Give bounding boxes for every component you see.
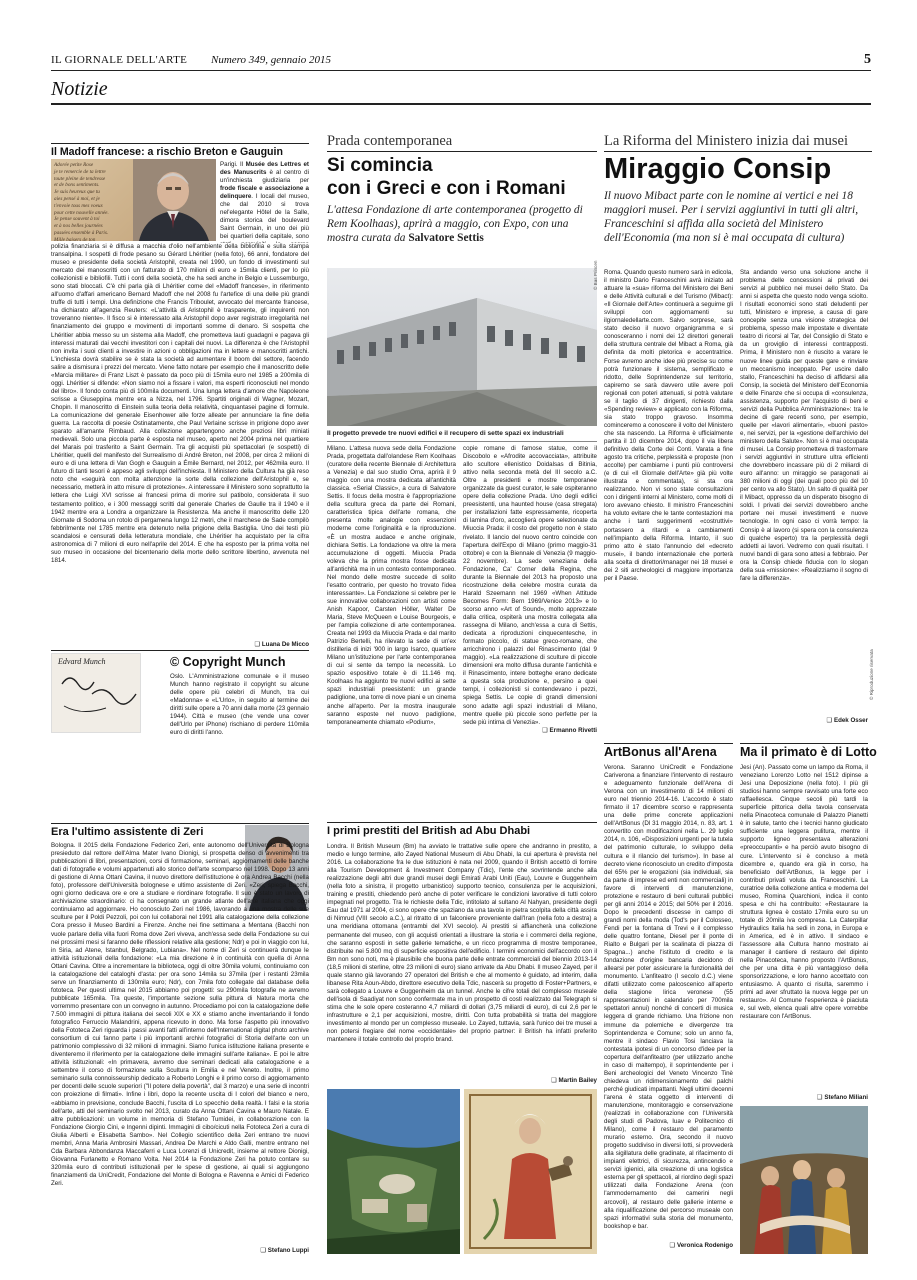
- lheritier-photo: [133, 159, 216, 241]
- section-title: Notizie: [51, 78, 108, 100]
- letter-line: toute pleine de tendresse: [54, 175, 106, 182]
- masthead: [51, 54, 871, 70]
- lotto-top-rule: [740, 743, 868, 744]
- madoff-bottom-rule: [51, 650, 309, 651]
- prada-kicker: Prada contemporanea: [327, 133, 453, 149]
- artbonus-top-rule: [604, 743, 733, 744]
- building-illustration: [327, 268, 597, 426]
- consip-col1: Roma. Quando questo numero sarà in edicola, il ministro Dario Franceschini avrà iniziato ad attuare la «sua» riforma del Ministero dei Beni e delle Attività culturali e del Turismo (Mibact): «Il Giornale dell'Arte» continuerà a seguirne gli sviluppi con aggiornamenti su ilgiornaledellarte.com. Salvo sorprese, sarà stato deciso il nuovo organigramma e si conosceranno i nomi dei 12 direttori generali della struttura centrale del Mibact a Roma, già definita da molti pletorica e accentratrice. Forse avremo anche idee più precise su come potrà funzionare il sistema, semplificato e ridotto, delle Soprintendenze sul territorio, capiremo se sarà davvero utile avere poli regionali con poteri attenuati, si potrà valutare se il taglio di 37 dirigenti, richiesto dalla «Spending review» e applicato con la Riforma, sia stato troppo gravoso. Insomma cominceremo a conoscere il volto del Ministero che sta nascendo. La Riforma è ufficialmente partita il 10 dicembre 2014, dopo il via libera definitivo della Corte dei Conti. Varata a fine agosto tra critiche, perplessità e proposte (non accolte) per cambiarne i punti più controversi (e di cui «Il Giornale dell'Arte» già più volte illustrata e commentata), si sta ora realizzando. Non vi sono state consultazioni con i dirigenti interni al Ministero, come molti di loro avevano chiesto. Il ministro Franceschini ha voluto evitare che le tante contestazioni ma anche i tanti suggerimenti «costruttivi» portassero a ritardi e a cambiamenti nell'impianto della Riforma. Intanto, il suo primo atto è stato l'annuncio del «decreto musei», il bando internazionale che porterà alla scelta di direttori/manager nei 18 musei e dei 2 siti archeologici di maggiore importanza per il Paese.: [604, 269, 733, 582]
- lotto-author: ❑ Stefano Miliani: [817, 1094, 868, 1101]
- consip-deck: Il nuovo Mibact parte con le nomine ai vertici e nei 18 maggiori musei. Per i servizi aggiuntivi in tutti gli altri, Franceschini si affida alla società del Ministero dell'Economia (ma non si è mai occupata di cultura): [604, 190, 859, 244]
- gauguin-letter-image: [51, 159, 133, 241]
- british-top-rule: [327, 822, 597, 823]
- prada-col1: Milano. L'attesa nuova sede della Fondazione Prada, progettata dall'olandese Rem Koolhaas (curatore della recente Biennale di Architettura a Venezia) e dal suo studio Oma, aprirà il 9 maggio con una mostra dedicata all'antichità classica. «Serial Classic», a cura di Salvatore Settis. Il focus della mostra è l'appropriazione della scultura greca da parte dei Romani, caratteristica tipica dell'arte romana, che presenta molte analogie con essenzioni moderne come l'originalità e la riproduzione. «È un mostra audace e anche originale, dichiara Settis. La fondazione va oltre la mera accumulazione di oggetti. Miuccia Prada voleva che la prima mostra fosse dedicata all'antichità ma in un contesto contemporaneo. Nel mondo delle mostre succede di solito l'esatto contrario, per questo ho trovato l'idea interessante». La Fondazione si celebre per le sue innovative collaborazioni con artisti come Anish Kapoor, Carsten Höller, Walter De Maria, Steve McQueen e Louise Bourgeois, e per l'ampia collezione di arte contemporanea. Creata nel 1993 da Miuccia Prada e dal marito Patrizio Bertelli, ha rilevato la sede di un'ex distilleria di inizi '900 in largo Isarco, quartiere Milano un'istituzione per l'arte contemporanea di cui si sente da tempo la necessità. Lo spazio espositivo totale è di 11.146 mq. Koolhaas ha aggiunto tre nuovi edifici ai sette spazi industriali preesistenti: un grande padiglione, una torre di nove piani e un cinema anche all'aperto. Per la mostra inaugurale saranno esposte nel nuovo padiglione, temporaneamente chiamato «Podium»,: [327, 445, 456, 726]
- letter-line: Adorée petite Rose: [54, 162, 94, 168]
- letter-line: et de bons sentiments.: [54, 182, 100, 189]
- page-number: 5: [864, 52, 871, 67]
- letter-line: Je pense souvent à toi: [54, 216, 100, 223]
- zeri-author: ❑ Stefano Luppi: [200, 1247, 309, 1255]
- letter-line: aies pensé à moi, et je: [54, 195, 100, 202]
- letter-line: je te remercie de ta lettre: [54, 168, 106, 175]
- british-headline: I primi prestiti del British ad Abu Dhabi: [327, 825, 531, 837]
- consip-side-credit: © Riproduzione riservata: [869, 649, 874, 700]
- aerial-illustration: [327, 1089, 460, 1254]
- section-rule: [51, 103, 871, 105]
- zeri-top-rule: [51, 823, 309, 824]
- zeri-body: Bologna. Il 2015 della Fondazione Federico Zeri, ente autonomo dell'Università di Bologna presieduto dal rettore dell'Alma Mater Ivano Dionigi, si prospetta denso di avvenimenti tra pubblicazioni di libri, presentazioni, corsi di formazione, seminari, aggiornamenti delle banche dati di fotografie e volumi appartenuti allo storico dell'arte scomparso nel 1998. Dopo 13 anni di gestione di Anna Ottani Cavina, il nuovo direttore dell'istituzione è ora Andrea Bacchi (nella foto), professore dell'Università bolognese e ultimo assistente di Zeri. «Zeri, spiega Bacchi, ogni giorno dedicava ore e ore a studiare e riordinare fotografie. Il suo è stato un lavoro di archiviazione straordinario: ci ha consegnato un grande atlante dell'arte italiana che oggi continuiamo ad aggiornare. Ho conosciuto Zeri nel 1986, lavorando a una mostra delle sue sculture per il Poldi Pezzoli, poi con lui collaborai nel 1991 alla catalogazione della collezione Cora presso il Museo Bardini a Firenze. Anche nei fine settimana a Mentana (Bacchi non vuole parlare della villa fuori Roma dove Zeri viveva, anch'essa sede della Fondazione su cui nei prossimi mesi si faranno delle riflessioni relative alla gestione; Ndr) e poi in viaggio con lui, in Siria, ad Atene, Istanbul, Belgrado, Lubiana». Nel nome di Zeri si continuerà dunque le attività istituzionali della fondazione: «La mia direzione è in continuità con quella di Anna Ottani Cavina. Oltre a incrementare la biblioteca, oggi di oltre 30mila volumi, continuiamo con la catalogazione del cataloghi d'asta: per ora sono 14mila su 37mila (per i restanti 23mila serve un finanziamento di 130mila euro; Ndr), con 7mila foto collegate dal database della fototeca. Per questi ultima nel 2015 abbiamo poi progetti: su 290mila fotografie ne avremo pubblicate 165mila. Tra queste, l'importante sezione sulla pittura di Natura morta che vorremmo presentare con un convegno in autunno. Procediamo poi con la catalogazione delle 7.500 immagini di pittura italiana dei secoli XIX e XX e stiamo anche inventariando il fondo fotografico Ferruccio Malandrini, appena ricevuto in dono. Ma forse l'aspetto più innovativo della Fototeca Zeri riguarda i passi avanti fatti all'interno dell'International digital photo archive consortium di cui fanno parte i più importanti archivi fotografici di Storia dell'arte con un patrimonio complessivo di 32 milioni di immagini. Siamo l'unica istituzione italiana presente e diventeremo il riferimento per la catalogazione delle immagini sull'arte italiana». E poi le altre attività istituzionali: «In primavera, avremo due seminari dedicati alla catalogazione e a settembre il corso di formazione sulla Scultura in Emilia e nel Veneto. Inoltre, il primo seminario sulla connoisseurship dedicato a Roberto Longhi e il primo corso di aggiornamento per docenti delle scuole superiori ("Il potere della povertà", dal 3 marzo) e una serie di incontri con proiezione di filmati». Infine i libri, dopo la recente uscita di I colori del bianco e nero, «abbiamo in previsione, conclude Bacchi, l'uscita di Lo specchio della realtà. I falsi e la storia dell'arte, atti del seminario svolto nel 2013, curato da Anna Ottani Cavina e Mauro Natale. E altre pubblicazioni: un volume in memoria di Stefano Tumidei, in collaborazione con la Fondazione Giorgio Cini, e Ingenni dipinti. Immagini di cibo/cicuti nella Fototeca Zeri a cura di Giulia Alberti e Elisabetta Sambo». Nel Collegio scientifico della Zeri entrano tre nuovi membri, Anna Maria Ambrosini Massari, Andrea De Marchi e Aldo Galli, mentre entrano nel Cda Barbara Abbondanza Maccaferri e Luca Lorenzi di Unicredit, insieme al rettore Dionigi, Giovanna Furlanetto e Romano Volta. Nel 2014 la Fondazione Zeri ha potuto contare su 320mila euro di contributi istituzionali per le spese di gestione, ai quali si aggiungono finanziamenti da UniCredit, Fondazione del Monte di Bologna e Ravenna e Amici di Federico Zeri.: [51, 842, 309, 1187]
- prada-headline-2: con i Greci e con i Romani: [327, 178, 566, 199]
- artbonus-headline: ArtBonus all'Arena: [604, 745, 717, 759]
- letter-line: pour cette nouvelle année.: [54, 209, 109, 216]
- consip-col2: Sta andando verso una soluzione anche il problema delle concessioni ai privati dei servizi al pubblico nei musei dello Stato. Da anni si aspetta che questo nodo venga sciolto. I risultati economici sono stati deludenti per tutti, Ministero e imprese, a causa di gare concepite senza una visione strategica del problema, spesso male impostate e diventate teatro di ricorsi al Tar, del Consiglio di Stato e da un groviglio di interessi contrapposti. Prima, il Ministero non è riuscito a varare le nuove linee guida per queste gare e rinviare un meccanismo inceppato. Per uscire dallo stallo, Franceschini ha deciso di affidarsi alla Consip, la società del Ministero dell'Economia e delle Finanze che si occupa di «consulenza, assistenza, supporto per l'acquisto di beni e servizi della Pubblica Amministrazione»: tra le decine di gare recenti sono, per esempio, quelle per «lavori alimentari», «buoni pasto» e, nei servizi, per la «gestione dell'archivio del ministero della Salute». Non si è mai occupata di musei. La Consip prometteva di trasformare i servizi aggiuntivi in strutture ultra efficienti che dovrebbero incassare più di 2 miliardi di euro all'anno: un miraggio se paragonati ai 380 milioni di oggi (dei quali poco più del 10 per cento va allo Stato). Un salto di qualità per il Mibact, oppresso da un disperato bisogno di soldi. I privati dei servizi dovrebbero anche portare nei musei investimenti e nuove tecnologie. In ogni caso ci vorrà tempo: la Consip è al lavoro (si spera con la consulenza di qualche esperto) tra la perplessità degli addetti ai lavori. Vedremo con quali risultati. I nuovi bandi di gara sono attesi a febbraio. Per ora la Consip chiede fiducia con lo slogan della sua «missione»: «Realizziamo il sogno di fare la differenza».: [740, 269, 868, 582]
- letter-line: Je suis heureux que tu: [54, 189, 100, 196]
- letter-line: et à nos belles journées: [54, 223, 103, 230]
- paper-name: IL GIORNALE DELL'ARTE: [51, 54, 188, 66]
- madoff-intro: Parigi. Il Musée des Lettres et des Manuscrits è al centro di un'inchiesta giudiziaria per frode fiscale e associazione a delinquere. I locali del museo, che dal 2010 si trova nel'elegante Hôtel de la Salle, dimora storica del boulevard Saint Germain, in uno dei più bei quartieri della capitale, sono: [220, 161, 309, 241]
- prada-col2: copie romane di famose statue, come il Discobolo e «Afrodite accovacciata», attribuite allo scultore ellenistico Doidalsas di Bitinia, attivo nella seconda metà del III secolo a.C. Oltre a presidenti e mostre temporanee organizzate da guest curator, le sale ospiteranno opere della collezione Prada. Uno degli edifici preesistenti, una haunted house (casa stregata) per installazioni fatte espressamente, ricoperta di lamina d'oro, accoglierà opere selezionate da Miuccia Prada: il costo del progetto non è stato rivelato. Il lancio del nuovo centro coincide con l'apertura dell'Expo di Milano (primo maggio-31 ottobre) e con la Biennale di Venezia (9 maggio-22 novembre). La sede veneziana della Fondazione, Ca' Corner della Regina, che durante la Biennale del 2013 ha proposto una ricostruzione della celebre mostra curata da Harald Szeemann nel 1969 «When Attitude Becomes Form: Bern 1969/Venice 2013» e lo scorso anno «Art of Sound», molto apprezzate dalla critica, ospiterà una mostra collegata alla rassegna di Milano, anch'essa a cura di Settis, dedicata a riproduzioni cinquecentesche, in formato piccolo, di statue greco-romane, che arricchirono i palazzi del Rinascimento (dal 9 maggio). «La realizzazione di sculture di piccole dimensioni era molto diffusa durante l'antichità e il Rinascimento, intere botteghe erano dedicate a questa sola produzione e, persino a quei tempi, i collezionisti si contendevano i pezzi, spiega Settis. Le copie di grandi dimensioni sono adatte agli spazi industriali di Milano, mentre quelle più piccole sono perfette per la sede più intima di Venezia».: [463, 445, 597, 726]
- letter-lines: [54, 162, 109, 241]
- artbonus-author: ❑ Veronica Rodenigo: [669, 1242, 733, 1249]
- masthead-rule: [51, 70, 871, 71]
- consip-kicker: La Riforma del Ministero inizia dai musei: [604, 133, 849, 149]
- letter-line: Mille baisers de ton: [54, 236, 96, 241]
- prada-building-photo: [327, 268, 597, 426]
- consip-headline: Miraggio Consip: [604, 153, 832, 185]
- prada-photo-credit: © Bas Princen: [593, 260, 598, 290]
- prada-caption-rule: [327, 441, 597, 442]
- prada-kicker-rule: [327, 151, 597, 152]
- issue-info: Numero 349, gennaio 2015: [211, 54, 331, 66]
- saadiyat-plan-image: [327, 1089, 460, 1254]
- madoff-body: polizia finanziaria si è diffusa a macchia d'olio nell'ambiente della bibliofilia e sulla stampa transalpina. I sospetti di frode pesano su Gérard Lhéritier (nella foto), 66 anni, fondatore del museo e presidente della società Aristophil, creata nel 1990, un fondo di investimenti sul mercato dei manoscritti con un fatturato di 170 milioni di euro e 15mila clienti, per lo più collezionisti e bibliofili. Tutti i conti della società, che ha sedi anche in Belgio e Lussemburgo, sono stati bloccati. C'è chi parla già di Lhéritier come del «Madoff francese», in riferimento all'uomo d'affari americano Bernard Madoff che nel 2008 fu l'artefice di una delle più grandi truffe di tutti i tempi. Una definizione che Francis Triboulet, avvocato del mercante francese, ha dichiarato all'agenzia Reuters: «L'attività di Aristophil è trasparente, gli inquirenti non troveranno niente». Il fisco si è interessato alla Aristophil dopo aver registrato irregolarità nel finanziamento dei gruppo e movimenti di importanti somme di denaro. Si sospetta che Lhéritier abbia messo su un sistema alla Madoff, che prometteva lauti guadagni e pagava gli interessi maturati dai vecchi investitori con i capitali dei nuovi. La differenza è che l'Aristophil non invita i suoi clienti a investire in azioni o obbligazioni ma in lettere e manoscritti antichi. L'inchiesta dovrà stabilire se è stata la società ad aumentare il boom del settore, facendo salire a dismisura i prezzi del mercato. Viene fatto notare per esempio che il manoscritto delle «Marcia militare» di Franz Liszt è passato da poco più di 15mila euro nel 1985 a 200mila di oggi. Lhéritier si difende: «Non siamo noi a fissare i valori, ma esperti riconosciuti nel mondo del libro». Il fondo conta più di 100mila documenti. Una lunga lettera d'amore che Napoleone scrisse a Giuseppina mentre era a Nizza, nel 1796. Spartiti originali di Wagner, Mozart, Chopin. Il manoscritto di Einstein sulla teoria della relatività, cinquantasei pagine di formule. La comunicazione del generale Eisenhower alle forze alleate per annunciare la fine della guerra. La raccolta di poesie Ostinatamente, che Paul Verlaine scrisse in prigione dopo aver sparato all'amante Rimbaud. Alla collezione appartengono anche preziosi libri miniati medievali. Solo una piccola parte è esposta nel museo, aperto nel 2004 prima nel quartiere del Marais poi trasferito a Saint Germain. Tra gli acquisti più spettacolari (e sospetti) di Lhéritier, quelli del manifesto del Surrealismo di André Breton, nel 2008, per circa 2 milioni di euro e di una lettera di Van Gogh e Gauguin a Émile Bernard, nel 2012, per 462mila euro. Il futuro di tanti tesori è appeso agli sviluppi dell'inchiesta. Il Ministero della Cultura ha già reso noto che «seguirà con molta attenzione la sorte della collezione dell'Aristophil e, se necessario, metterà in atto misure di protezione». A interessare il Ministero sono soprattutto la lettera che Luigi XVI scrisse ai francesi prima di morire sul patibolo, considerata il suo testamento politico, e i 300 messaggi scritti dal generale Charles de Gaulle tra il 1940 e il 1942 mentre era a Londra a organizzare la Resistenza. Ma anche il manoscritto delle 120 Giornate di Sodoma un rotolo di pergamena lungo 12 metri, che il marchese de Sade compilò febbrilmente nel 1785 mentre era detenuto nella prigione della Bastiglia. Uno dei testi più scandalosi e censurati della letteratura mondiale, che Lhéritier ha acquistato per la cifra astronomica di 7 milioni di euro nell'aprile del 2014. E che ha esposto per la prima volta nel suo museo in occasione del bicentenario della morte dello scrittore libertino, avvenuta nel 1814.: [51, 243, 309, 564]
- madoff-headline: Il Madoff francese: a rischio Breton e Gauguin: [51, 146, 283, 158]
- lotto-body: Jesi (An). Passato come un lampo da Roma, il veneziano Lorenzo Lotto nel 1512 dipinse a Jesi una Deposizione (nella foto). I più gli studiosi hanno sempre ravvisato una forte eco raffaellesca. Cinque secoli più tardi la superficie pittorica della tavola conservata nella Pinacoteca comunale di Palazzo Pianetti è in salute, tanto che i tecnici hanno giudicato sufficiente una leggera pulitura, mentre il supporto ligneo presentava alterazioni «preoccupanti» e ha perciò avuto bisogno di cure. L'intervento si è concluso a metà dicembre e, quando era già in corso, ha beneficiato dell'ArtBonus, la legge per i contributi privati voluta da Franceschini. La curatrice della collezione antica e moderna del museo, Romina Quarchioni, indica il conto spesa e chi ha contribuito: «Restaurare la struttura lignea è costato 17mila euro su un totale di 20mila iva compresa. La Caterpillar Hydraulics Italia ha sedi in zona, in Europa e in America, ed è in attivo. Il sindaco e l'assessore alla Cultura hanno mostrato ai manager il cantiere di restauro del dipinto nella Pinacoteca, hanno proposto l'ArtBonus, che per una ditta è più vantaggioso della sponsorizzazione, e loro hanno accettato con entusiasmo. A quanto ci risulta, saremmo i primi ad aver sfruttato la nuova legge per un restauro». Al Comune l'esperienza è piaciuta e, sul web, elenca quali altre opere vorrebbe restaurare con l'ArtBonus.: [740, 764, 868, 1021]
- munch-signature-label: Edvard Munch: [58, 657, 106, 666]
- munch-signature-image: [51, 653, 141, 733]
- british-body: Londra. Il British Museum (Bm) ha avviato le trattative sulle opere che andranno in prestito, a medio e lungo termine, allo Zayed National Museum di Abu Dhabi, la cui apertura è prevista nel 2016. La collaborazione fra le due istituzioni è nata nel 2009, quando il British accettò di fornire alla Tourism Development & Investment Company (Tdic), l'ente che sovrintende anche alla realizzazione degli altri due grandi musei degli Emirati Arabi Uniti (Eau), Louvre e Guggenheim (nella foto a sinistra, il progetto urbanistico) supporto tecnico, consulenza per le acquisizioni, training e prestiti, chiedendo però anche di poter verificare le condizioni lavorative di tutti coloro impegnati nel progetto. Tra le richieste della Tdic, intitolato al sultano Al Nahyan, presidente degli Eau dal 1971 al 2004, ci sono opere che spaziano da una tavola in pietra scolpita della città assira di Nimrud (VIII secolo a.C.), al ritratto di un falconiere proveniente dall'Iran (nella foto a destra) a una meridiana ottomana (entrambi del XVI secolo). Ai prestiti si affiancherà una collezione permanente del museo, con gli acquisti orientati a illustrare la storia e i commerci della regione, che saranno esposti in sette gallerie tematiche, e un ricco programma di mostre temporanee, distribuite nei 5.800 mq di superficie espositiva dell'edificio. I termini economici dell'accordo con il Bm non sono noti, ma è plausibile che buona parte delle entrate commerciali del biennio 2013-14 (18,5 milioni di sterline, oltre 23 milioni di euro) siano arrivate da Abu Dhabi. Il museo Zayed, per il quale stanno già lavorando 27 operatori del British e che al momento è guidato, ad interim, dalla libanese Rita Aoun-Abdo, direttore esecutivo della Tdic, nascerà su progetto di Foster+Partners, e sarà collegato a Louvre e Guggenheim da un tunnel. Anche le cifre totali del complesso museale dell'isola di Saadiyat non sono confermate ma in un prospetto di costi realizzato dal Telegraph si stima che le sole opere costeranno 4,7 miliardi di dollari (3,75 miliardi di euro), di cui 2,6 per le infrastrutture e 2,1 per acquisizioni, mostre, diritti. Con tutta probabilità si tratta del maggiore investimento al mondo per un complesso museale. Lo Zayed, tuttavia, sarà l'unico dei tre musei a non potersi fregiare del nome «occidentale» del proprio partner: il British ha infatti preferito mantenere il totale controllo del proprio brand.: [327, 843, 597, 1044]
- prada-deck: L'attesa Fondazione di arte contemporanea (progetto di Rem Koolhaas), aprirà a maggio, con Expo, con una mostra curata da Salvatore Settis: [327, 204, 583, 244]
- painting-illustration: [740, 1106, 868, 1254]
- munch-headline: © Copyright Munch: [170, 655, 286, 669]
- madoff-top-rule: [51, 143, 309, 144]
- madoff-author: ❑ Luana De Micco: [254, 641, 309, 648]
- zeri-headline: Era l'ultimo assistente di Zeri: [51, 826, 204, 838]
- letter-line: passées ensemble à Paris.: [54, 229, 109, 236]
- lotto-deposizione-image: [740, 1106, 868, 1254]
- munch-body: Oslo. L'Amministrazione comunale e il museo Munch hanno registrato il copyright su alcune delle opere più celebri di Munch, tra cui «Madonna» e «L'Urlo», in seguito al termine dei diritti sulle opere a 70 anni dalla morte (23 gennaio 1944). Città e museo (che vende una cover dell'Urlo per iPhone) rischiano di perdere 110mila euro di diritti l'anno.: [170, 673, 309, 737]
- lotto-headline: Ma il primato è di Lotto: [740, 745, 877, 759]
- consip-author: ❑ Edek Osser: [826, 717, 868, 724]
- british-author: ❑ Martin Bailey: [551, 1077, 597, 1084]
- prada-author: ❑ Ermanno Rivetti: [542, 727, 597, 734]
- consip-kicker-rule: [604, 151, 872, 152]
- letter-line: t'envoie tous mes voeux: [54, 202, 103, 209]
- portrait-illustration: [133, 159, 216, 241]
- falconer-portrait-image: [464, 1089, 597, 1254]
- prada-photo-caption: Il progetto prevede tre nuovi edifici e il recupero di sette spazi ex industriali: [327, 430, 564, 437]
- miniature-illustration: [464, 1089, 597, 1254]
- prada-headline-1: Si comincia: [327, 155, 433, 176]
- artbonus-body: Verona. Saranno UniCredit e Fondazione Cariverona a finanziare l'intervento di restauro e adeguamento funzionale dell'Arena di Verona con un investimento di 14 milioni di euro nel triennio 2014-16. L'accordo è stato firmato il 17 dicembre scorso e rappresenta una delle prime concrete applicazioni dell'ArtBonus (Dl 31 maggio 2014, n. 83, art. 1 convertito con modificazioni nella L. 29 luglio 2014, n. 106, «Disposizioni urgenti per la tutela del patrimonio culturale, lo sviluppo della cultura e il rilancio del turismo»). In base al decreto viene riconosciuto un credito d'imposta del 65% per le erogazioni (sia individuali, sia da parte di imprese ed enti non commerciali) in favore di interventi di manutenzione, protezione e restauro di beni culturali pubblici per gli anni 2014 e 2015; del 50% per il 2016. Dopo le precedenti discesse in campo di grandi nomi della moda (Tod's per il Colosseo, Fendi per la fontana di Trevi e il complesso delle quattro fontane, Diesel per il ponte di Rialto e Bulgari per la scalinata di piazza di Spagna...) anche l'istituto di credito e la fondazione d'origine bancaria decidono di allearsi per poter assicurare la funzionalità del monumento. L'anfiteatro (I secolo d.C.) viene difatti utilizzato come palcoscenico all'aperto della stagione lirica veronese (55 rappresentazioni in calendario per 700mila spettatori annui) nonché di concerti di musica leggera di grande richiamo. Una frizione non immune da polemiche e divergenze tra Soprintendenza e Comune; solo un anno fa, mentre il sindaco Flavio Tosi lanciava la contestata ipotesi di un concorso d'idee per la copertura dell'anfiteatro (per utilizzarlo anche in caso di maltempo), il soprintendente per i Beni archeologici del Veneto Vincenzo Tinè chiedeva un ridimensionamento dei palchi perché giudicati impattanti. Negli ultimi decenni l'arena è stata oggetto di interventi di manutenzione, monitoraggio e conservazione (realizzati in collaborazione con l'Università degli studi di Padova, Iuav e Politecnico di Milano), come il restauro del paramento murario esterno. Ora, secondo il nuovo progetto suddiviso in diversi lotti, si provvederà alla sigillatura delle gradinate, al rifacimento di impianti elettrici, di sicurezza, antincendio e servizi igienici, alla creazione di una logistica esterna per gli spettacoli, al riordino degli spazi utilizzati dalla Fondazione Arena (con l'ammodernamento dei camerini negli arcovoli), al restauro delle gallerie interne e alla riqualificazione del percorso museale con spazi informativi sulla storia del monumento, bookshop e bar.: [604, 764, 733, 1230]
